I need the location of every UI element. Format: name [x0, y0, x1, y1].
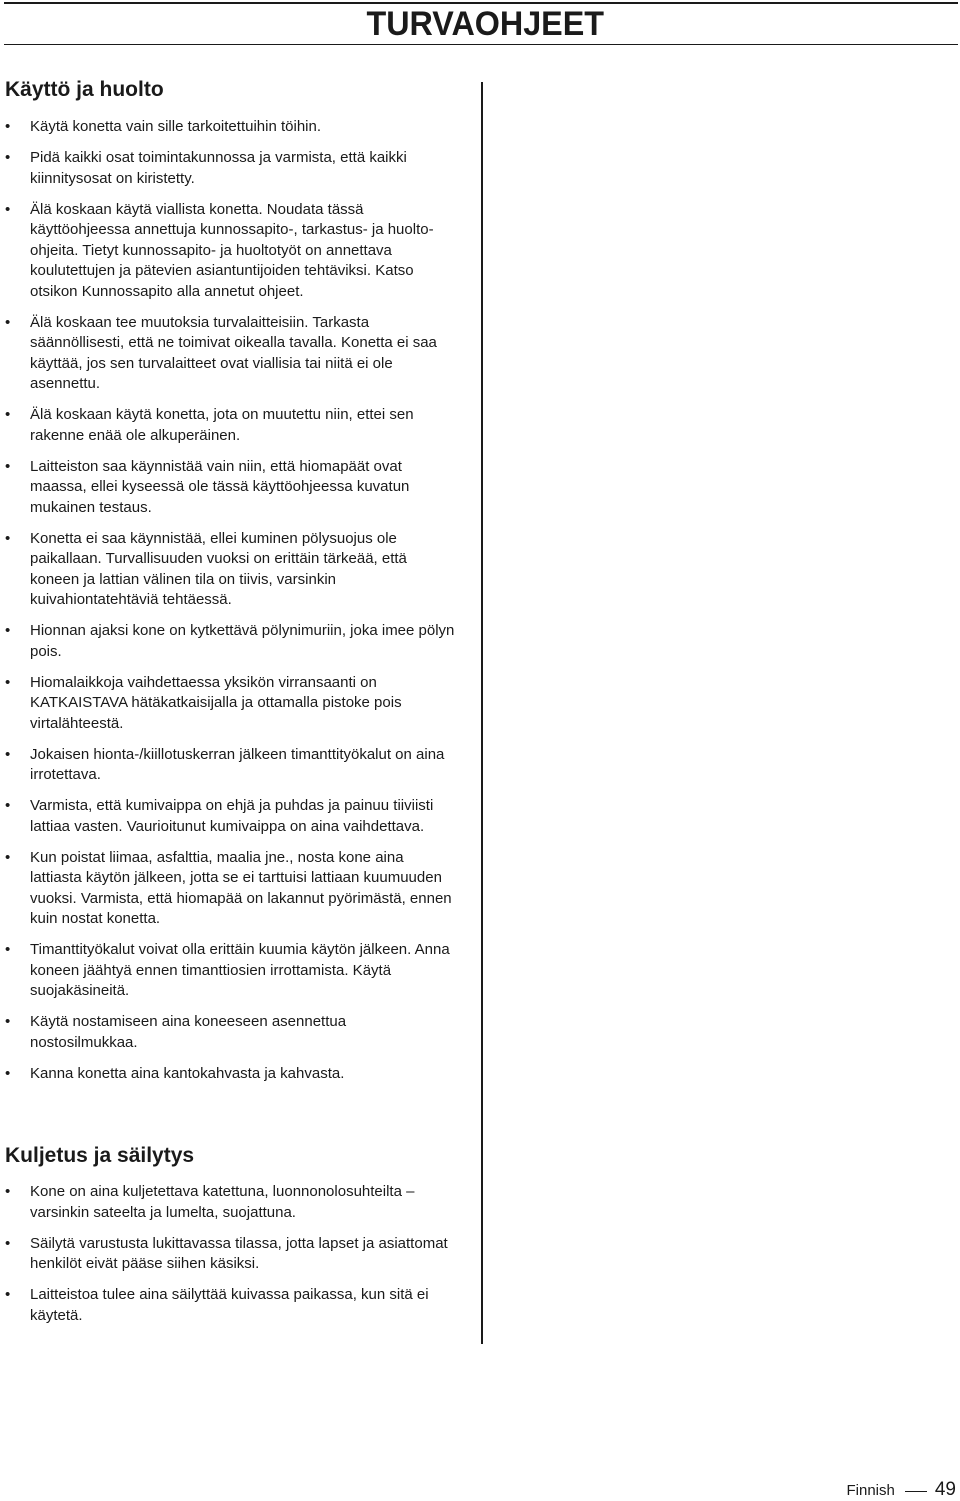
page-footer [847, 1479, 957, 1501]
list-item [5, 529, 455, 611]
page-title: TURVAOHJEET [366, 5, 604, 43]
list-item [5, 313, 455, 395]
bullet-icon: • [5, 797, 11, 814]
list-item [5, 1182, 455, 1223]
bullet-icon: • [5, 673, 11, 691]
bullet-icon: • [5, 941, 11, 958]
list-item [5, 1064, 455, 1085]
bullet-icon: • [5, 1064, 11, 1082]
list-item-text: Käytä nostamiseen aina koneeseen asennettua nostosilmukkaa. [30, 1013, 347, 1051]
list-item-text: Älä koskaan käytä konetta, jota on muutettu niin, ettei sen rakenne enää ole alkuperäinen. [30, 406, 414, 444]
list-item [5, 1012, 455, 1053]
list-item-text: Säilytä varustusta lukittavassa tilassa, jotta lapset ja asiattomat henkilöt eivät pääse siihen käsiksi. [30, 1234, 448, 1272]
bullet-icon: • [5, 1183, 11, 1200]
bullet-icon: • [5, 406, 11, 423]
list-item-text: Älä koskaan tee muutoksia turvalaitteisiin. Tarkasta säännöllisesti, että ne toimivat oikealla tavalla. Konetta ei saa käyttää, jos sen turvalaitteet ovat viallisia tai niitä ei ole asennettu. [30, 313, 437, 392]
list-item-text: Käytä konetta vain sille tarkoitettuihin töihin. [30, 118, 321, 135]
list-item [5, 796, 455, 837]
header-bottom-rule [4, 44, 958, 45]
list-item-text: Pidä kaikki osat toimintakunnossa ja varmista, että kaikki kiinnitysosat on kiristetty. [30, 149, 407, 187]
bullet-icon: • [5, 200, 11, 218]
bullet-list-kaytto-ja-huolto [5, 117, 455, 1095]
list-item-text: Kanna konetta aina kantokahvasta ja kahvasta. [30, 1064, 345, 1082]
bullet-icon: • [5, 848, 11, 866]
bullet-icon: • [5, 1013, 11, 1030]
list-item-text: Konetta ei saa käynnistää, ellei kuminen pölysuojus ole paikallaan. Turvallisuuden vuoksi on erittäin tärkeää, että koneen ja lattian välinen tila on tiivis, varsinkin kuivahiontatehtäviä tehtäessä. [30, 529, 407, 608]
bullet-icon: • [5, 313, 11, 331]
list-item [5, 148, 455, 189]
list-item-text: Kone on aina kuljetettava katettuna, luonnonolosuhteilta – varsinkin sateelta ja lumelta, suojattuna. [30, 1183, 415, 1221]
list-item [5, 200, 455, 303]
footer-language: Finnish [846, 1482, 895, 1499]
list-item [5, 621, 455, 662]
list-item-text: Hiomalaikkoja vaihdettaessa yksikön virransaanti on KATKAISTAVA hätäkatkaisijalla ja ottamalla pistoke pois virtalähteestä. [30, 673, 402, 732]
bullet-list-kuljetus-ja-sailytys [5, 1182, 455, 1337]
list-item-text: Jokaisen hionta-/kiillotuskerran jälkeen timanttityökalut on aina irrotettava. [30, 745, 445, 783]
list-item [5, 457, 455, 519]
list-item [5, 1234, 455, 1275]
bullet-icon: • [5, 529, 11, 547]
list-item-text: Älä koskaan käytä viallista konetta. Noudata tässä käyttöohjeessa annettuja kunnossapito-, tarkastus- ja huolto-ohjeita. Tietyt kunnossapito- ja huoltotyöt on annettava koulutettujen ja pätevien asiantuntijoiden tehtäviksi. Katso otsikon Kunnossapito alla annetut ohjeet. [30, 200, 434, 300]
list-item [5, 745, 455, 786]
list-item-text: Hionnan ajaksi kone on kytkettävä pölynimuriin, joka imee pölyn pois. [30, 622, 455, 660]
bullet-icon: • [5, 118, 11, 135]
column-divider [481, 82, 483, 1344]
section-heading-kuljetus-ja-sailytys: Kuljetus ja säilytys [5, 1144, 195, 1167]
list-item [5, 940, 455, 1002]
section-heading-kaytto-ja-huolto: Käyttö ja huolto [5, 78, 164, 101]
list-item-text: Timanttityökalut voivat olla erittäin kuumia käytön jälkeen. Anna koneen jäähtyä ennen timanttiosien irrottamista. Käytä suojakäsineitä. [30, 941, 450, 999]
list-item-text: Kun poistat liimaa, asfalttia, maalia jne., nosta kone aina lattiasta käytön jälkeen, jotta se ei tarttuisi lattiaan kuumuuden vuoksi. Varmista, että hiomapää on lakannut pyörimästä, ennen kuin nostat konetta. [30, 848, 452, 927]
list-item-text: Varmista, että kumivaippa on ehjä ja puhdas ja painuu tiiviisti lattiaa vasten. Vaurioitunut kumivaippa on aina vaihdettava. [30, 797, 434, 835]
list-item-text: Laitteiston saa käynnistää vain niin, että hiomapäät ovat maassa, ellei kyseessä ole tässä käyttöohjeessa kuvatun mukainen testaus. [30, 457, 410, 516]
list-item [5, 1285, 455, 1326]
bullet-icon: • [5, 745, 11, 763]
list-item [5, 405, 455, 446]
page-number: 49 [934, 1479, 956, 1500]
list-item [5, 848, 455, 930]
bullet-icon: • [5, 1234, 11, 1252]
bullet-icon: • [5, 622, 11, 639]
footer-separator [905, 1491, 927, 1492]
list-item [5, 673, 455, 735]
bullet-icon: • [5, 457, 11, 475]
bullet-icon: • [5, 149, 11, 166]
list-item [5, 117, 455, 138]
bullet-icon: • [5, 1286, 11, 1303]
list-item-text: Laitteistoa tulee aina säilyttää kuivassa paikassa, kun sitä ei käytetä. [30, 1286, 429, 1324]
